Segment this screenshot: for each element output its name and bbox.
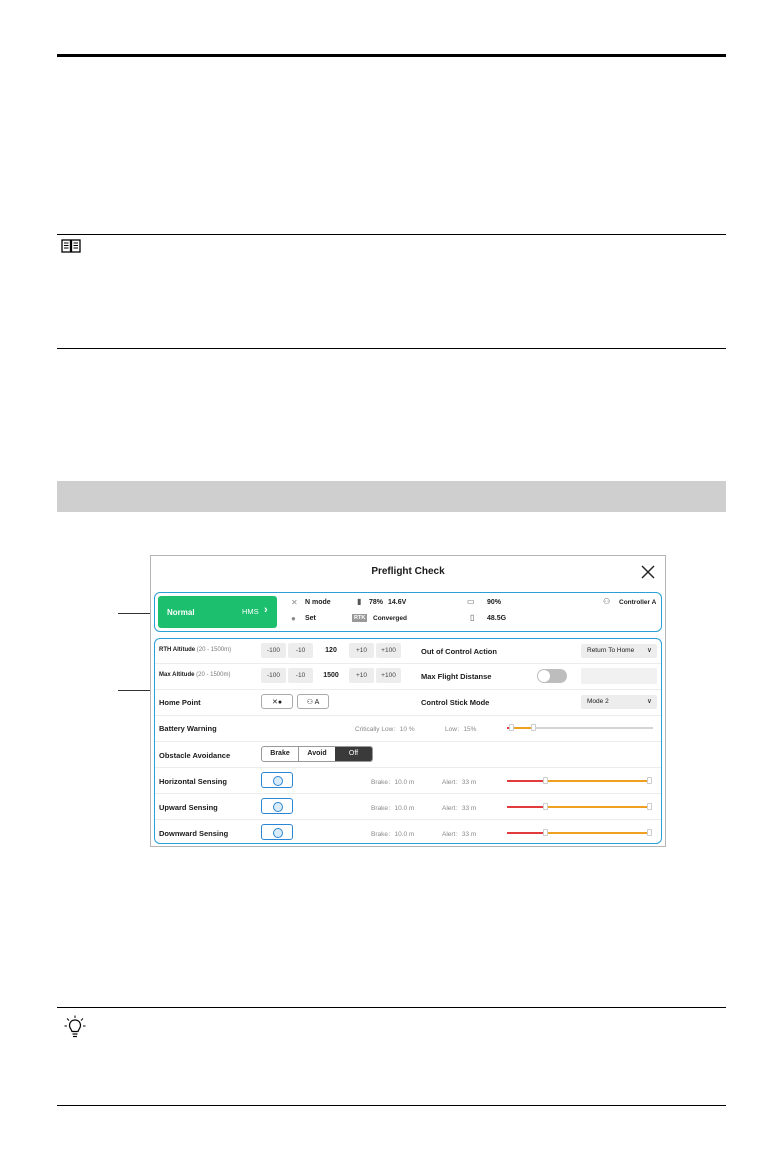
max-distance-toggle[interactable] xyxy=(537,669,567,683)
book-icon xyxy=(61,239,81,254)
section-heading-bar xyxy=(57,481,726,512)
controller-label: Controller A xyxy=(619,599,657,606)
footer-rule xyxy=(57,1105,726,1106)
d-alert-handle[interactable] xyxy=(647,829,652,836)
drone-icon: ✕ xyxy=(291,598,298,607)
horizontal-brake-text: Brake：10.0 m xyxy=(371,779,415,786)
battery-warning-row xyxy=(155,715,661,742)
hms-label: HMS xyxy=(242,607,259,616)
downward-sensing-row xyxy=(155,819,661,844)
rc-battery: 90% xyxy=(487,599,502,606)
max-minus-10-button[interactable]: -10 xyxy=(288,668,313,683)
horizontal-sensing-slider[interactable] xyxy=(507,776,653,786)
upward-sensing-button[interactable] xyxy=(261,798,293,814)
max-altitude-row xyxy=(155,663,661,690)
sd-card-icon: ▯ xyxy=(470,613,475,622)
max-plus-10-button[interactable]: +10 xyxy=(349,668,374,683)
critically-low-text: Critically Low：10 % xyxy=(355,726,415,733)
control-stick-dropdown[interactable] xyxy=(581,695,657,709)
h-slider-orange xyxy=(545,780,651,782)
battery-slider-orange xyxy=(511,727,531,729)
u-slider-red xyxy=(507,806,545,808)
obstacle-avoidance-row xyxy=(155,741,661,768)
rth-altitude-value[interactable]: 120 xyxy=(325,647,337,654)
chevron-right-icon: › xyxy=(264,604,268,616)
note-top-rule xyxy=(57,234,726,235)
rtk-badge: RTK xyxy=(354,615,366,621)
h-slider-red xyxy=(507,780,545,782)
d-slider-red xyxy=(507,832,545,834)
remote-controller-icon: ▭ xyxy=(467,597,475,606)
controller-location-button[interactable] xyxy=(297,694,329,709)
upward-alert-text: Alert：33 m xyxy=(442,805,477,812)
drone-pin-icon: ✕● xyxy=(271,699,283,706)
horizontal-sensing-label: Horizontal Sensing xyxy=(159,777,227,786)
controller-icon: ⚇ xyxy=(603,597,611,606)
downward-sensing-slider[interactable] xyxy=(507,828,653,838)
normal-label: Normal xyxy=(167,608,195,617)
control-stick-label: Control Stick Mode xyxy=(421,698,490,707)
upward-sensing-label: Upward Sensing xyxy=(159,803,218,812)
battery-icon: ▮ xyxy=(357,597,362,606)
h-alert-handle[interactable] xyxy=(647,777,652,784)
battery-slider-rest xyxy=(531,727,653,729)
out-of-control-dropdown[interactable] xyxy=(581,644,657,658)
controller-pin-icon: ⚇ xyxy=(306,699,315,706)
rtk-status: Converged xyxy=(373,615,407,622)
horizontal-sensing-button[interactable] xyxy=(261,772,293,788)
battery-warning-slider[interactable] xyxy=(507,723,653,733)
low-handle[interactable] xyxy=(531,724,536,731)
preflight-check-panel xyxy=(150,555,666,847)
u-slider-orange xyxy=(545,806,651,808)
chevron-down-icon: ∨ xyxy=(646,647,652,654)
radar-icon xyxy=(273,802,283,812)
max-distance-field[interactable] xyxy=(581,668,657,684)
rth-plus-100-button[interactable]: +100 xyxy=(376,643,401,658)
obstacle-avoidance-label: Obstacle Avoidance xyxy=(159,751,231,760)
control-stick-value: Mode 2 xyxy=(587,698,609,705)
close-icon[interactable] xyxy=(641,565,655,579)
battery-voltage: 14.6V xyxy=(388,599,407,606)
panel-title: Preflight Check xyxy=(371,566,445,577)
out-of-control-value: Return To Home xyxy=(587,647,635,654)
upward-brake-text: Brake：10.0 m xyxy=(371,805,415,812)
upward-sensing-row xyxy=(155,793,661,820)
flight-settings xyxy=(154,638,662,844)
drone-location-button[interactable] xyxy=(261,694,293,709)
u-brake-handle[interactable] xyxy=(543,803,548,810)
u-alert-handle[interactable] xyxy=(647,803,652,810)
status-summary xyxy=(154,592,662,632)
max-altitude-label: Max Altitude (20 - 1500m) xyxy=(159,672,231,678)
horizontal-sensing-row xyxy=(155,767,661,794)
radar-icon xyxy=(273,828,283,838)
controller-location-label: A xyxy=(314,699,320,706)
low-text: Low：15% xyxy=(445,726,477,733)
max-altitude-value[interactable]: 1500 xyxy=(323,672,339,679)
critical-handle[interactable] xyxy=(509,724,514,731)
battery-warning-label: Battery Warning xyxy=(159,724,217,733)
max-minus-100-button[interactable]: -100 xyxy=(261,668,286,683)
out-of-control-label: Out of Control Action xyxy=(421,647,497,656)
rth-minus-100-button[interactable]: -100 xyxy=(261,643,286,658)
brake-option[interactable]: Brake xyxy=(270,750,290,757)
downward-sensing-button[interactable] xyxy=(261,824,293,840)
avoid-option[interactable]: Avoid xyxy=(298,747,335,761)
obstacle-avoidance-segment xyxy=(261,746,373,762)
chevron-down-icon: ∨ xyxy=(646,698,652,705)
home-point-status: Set xyxy=(305,615,316,622)
flight-mode: N mode xyxy=(305,599,331,606)
horizontal-alert-text: Alert：33 m xyxy=(442,779,477,786)
rth-plus-10-button[interactable]: +10 xyxy=(349,643,374,658)
upward-sensing-slider[interactable] xyxy=(507,802,653,812)
downward-alert-text: Alert：33 m xyxy=(442,831,477,838)
max-plus-100-button[interactable]: +100 xyxy=(376,668,401,683)
storage-remaining: 48.5G xyxy=(487,615,507,622)
normal-status-button[interactable] xyxy=(158,596,277,628)
rth-altitude-row xyxy=(155,639,661,664)
downward-brake-text: Brake：10.0 m xyxy=(371,831,415,838)
rth-minus-10-button[interactable]: -10 xyxy=(288,643,313,658)
rth-altitude-label: RTH Altitude (20 - 1500m) xyxy=(159,647,232,653)
h-brake-handle[interactable] xyxy=(543,777,548,784)
header-rule xyxy=(57,54,726,57)
toggle-knob xyxy=(538,670,550,682)
note-bottom-rule xyxy=(57,348,726,349)
max-distance-label: Max Flight Distanse xyxy=(421,672,492,681)
d-brake-handle[interactable] xyxy=(543,829,548,836)
lightbulb-icon xyxy=(64,1015,86,1039)
off-option[interactable]: Off xyxy=(335,747,372,761)
d-slider-orange xyxy=(545,832,651,834)
battery-percent: 78% xyxy=(369,599,384,606)
home-point-row xyxy=(155,689,661,716)
radar-icon xyxy=(273,776,283,786)
location-pin-icon: ● xyxy=(291,614,296,623)
downward-sensing-label: Downward Sensing xyxy=(159,829,229,838)
tip-top-rule xyxy=(57,1007,726,1008)
home-point-label: Home Point xyxy=(159,698,201,707)
